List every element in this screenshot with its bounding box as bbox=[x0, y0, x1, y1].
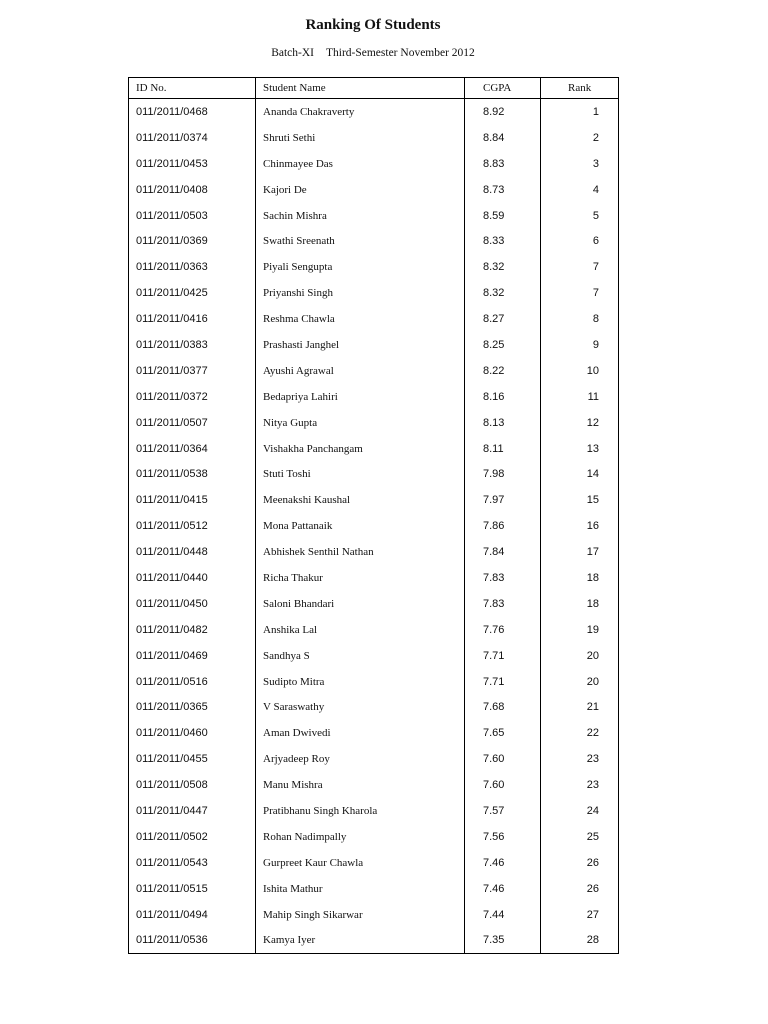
cell-id: 011/2011/0538 bbox=[136, 468, 208, 481]
table-row bbox=[129, 902, 619, 928]
cell-student-name: Sandhya S bbox=[256, 643, 465, 669]
cell-id: 011/2011/0374 bbox=[136, 131, 208, 144]
cell-id: 011/2011/0507 bbox=[136, 416, 208, 429]
table-row bbox=[129, 332, 619, 358]
cell-cgpa: 7.65 bbox=[465, 720, 541, 746]
cell-rank: 3 bbox=[541, 151, 619, 177]
cell-cgpa: 7.57 bbox=[465, 798, 541, 824]
cell-id: 011/2011/0460 bbox=[136, 727, 208, 740]
cell-id: 011/2011/0494 bbox=[136, 908, 208, 921]
cell-student-name: Sachin Mishra bbox=[256, 203, 465, 229]
cell-rank: 10 bbox=[541, 358, 619, 384]
table-row bbox=[129, 203, 619, 229]
cell-cgpa: 8.32 bbox=[465, 254, 541, 280]
table-row bbox=[129, 617, 619, 643]
cell-student-name: Reshma Chawla bbox=[256, 306, 465, 332]
table-row bbox=[129, 772, 619, 798]
table-row bbox=[129, 539, 619, 565]
cell-rank: 9 bbox=[541, 332, 619, 358]
cell-cgpa: 8.32 bbox=[465, 280, 541, 306]
header-rank: Rank bbox=[541, 78, 619, 99]
cell-cgpa: 8.11 bbox=[465, 436, 541, 462]
cell-student-name: Prashasti Janghel bbox=[256, 332, 465, 358]
cell-id: 011/2011/0440 bbox=[136, 571, 208, 584]
cell-cgpa: 8.33 bbox=[465, 228, 541, 254]
table-row bbox=[129, 99, 619, 125]
cell-rank: 15 bbox=[541, 487, 619, 513]
cell-id: 011/2011/0543 bbox=[136, 856, 208, 869]
cell-id: 011/2011/0364 bbox=[136, 442, 208, 455]
cell-id: 011/2011/0503 bbox=[136, 209, 208, 222]
cell-id: 011/2011/0363 bbox=[136, 261, 208, 274]
table-row bbox=[129, 280, 619, 306]
table-row bbox=[129, 824, 619, 850]
cell-rank: 18 bbox=[541, 591, 619, 617]
cell-id: 011/2011/0450 bbox=[136, 597, 208, 610]
cell-cgpa: 7.68 bbox=[465, 694, 541, 720]
cell-student-name: Manu Mishra bbox=[256, 772, 465, 798]
cell-rank: 2 bbox=[541, 125, 619, 151]
cell-student-name: Abhishek Senthil Nathan bbox=[256, 539, 465, 565]
table-row bbox=[129, 669, 619, 695]
cell-rank: 26 bbox=[541, 850, 619, 876]
cell-id: 011/2011/0383 bbox=[136, 338, 208, 351]
cell-rank: 24 bbox=[541, 798, 619, 824]
table-row bbox=[129, 487, 619, 513]
cell-id: 011/2011/0416 bbox=[136, 313, 208, 326]
cell-rank: 7 bbox=[541, 254, 619, 280]
cell-cgpa: 7.71 bbox=[465, 669, 541, 695]
cell-cgpa: 7.46 bbox=[465, 876, 541, 902]
table-row bbox=[129, 410, 619, 436]
cell-cgpa: 8.22 bbox=[465, 358, 541, 384]
table-row bbox=[129, 461, 619, 487]
table-row bbox=[129, 565, 619, 591]
cell-rank: 22 bbox=[541, 720, 619, 746]
cell-id: 011/2011/0369 bbox=[136, 235, 208, 248]
cell-rank: 5 bbox=[541, 203, 619, 229]
cell-cgpa: 7.98 bbox=[465, 461, 541, 487]
cell-rank: 13 bbox=[541, 436, 619, 462]
cell-id: 011/2011/0453 bbox=[136, 157, 208, 170]
cell-id: 011/2011/0515 bbox=[136, 882, 208, 895]
cell-student-name: Piyali Sengupta bbox=[256, 254, 465, 280]
table-row bbox=[129, 798, 619, 824]
cell-id: 011/2011/0372 bbox=[136, 390, 208, 403]
cell-cgpa: 8.59 bbox=[465, 203, 541, 229]
cell-rank: 26 bbox=[541, 876, 619, 902]
cell-cgpa: 7.84 bbox=[465, 539, 541, 565]
cell-id: 011/2011/0516 bbox=[136, 675, 208, 688]
cell-student-name: Priyanshi Singh bbox=[256, 280, 465, 306]
cell-student-name: Richa Thakur bbox=[256, 565, 465, 591]
cell-student-name: Vishakha Panchangam bbox=[256, 436, 465, 462]
table-row bbox=[129, 746, 619, 772]
cell-student-name: Anshika Lal bbox=[256, 617, 465, 643]
cell-rank: 20 bbox=[541, 643, 619, 669]
cell-rank: 16 bbox=[541, 513, 619, 539]
cell-rank: 21 bbox=[541, 694, 619, 720]
cell-cgpa: 7.44 bbox=[465, 902, 541, 928]
table-row bbox=[129, 928, 619, 954]
cell-rank: 18 bbox=[541, 565, 619, 591]
cell-student-name: Mahip Singh Sikarwar bbox=[256, 902, 465, 928]
cell-student-name: Ishita Mathur bbox=[256, 876, 465, 902]
cell-student-name: Nitya Gupta bbox=[256, 410, 465, 436]
ranking-table bbox=[128, 77, 619, 954]
cell-rank: 25 bbox=[541, 824, 619, 850]
cell-id: 011/2011/0425 bbox=[136, 287, 208, 300]
header-cgpa: CGPA bbox=[465, 78, 541, 99]
cell-student-name: Saloni Bhandari bbox=[256, 591, 465, 617]
cell-id: 011/2011/0455 bbox=[136, 753, 208, 766]
header-student-name: Student Name bbox=[256, 78, 465, 99]
cell-cgpa: 7.97 bbox=[465, 487, 541, 513]
cell-rank: 14 bbox=[541, 461, 619, 487]
cell-rank: 27 bbox=[541, 902, 619, 928]
cell-id: 011/2011/0502 bbox=[136, 830, 208, 843]
page-title: Ranking Of Students bbox=[305, 17, 441, 33]
cell-student-name: Chinmayee Das bbox=[256, 151, 465, 177]
cell-cgpa: 8.83 bbox=[465, 151, 541, 177]
cell-rank: 17 bbox=[541, 539, 619, 565]
cell-cgpa: 8.84 bbox=[465, 125, 541, 151]
cell-id: 011/2011/0365 bbox=[136, 701, 208, 714]
batch-label: Batch-XI bbox=[271, 47, 314, 59]
page-subtitle bbox=[0, 47, 746, 59]
table-row bbox=[129, 513, 619, 539]
cell-id: 011/2011/0447 bbox=[136, 804, 208, 817]
table-body bbox=[129, 99, 619, 954]
cell-student-name: Arjyadeep Roy bbox=[256, 746, 465, 772]
cell-rank: 20 bbox=[541, 669, 619, 695]
cell-id: 011/2011/0512 bbox=[136, 520, 208, 533]
cell-cgpa: 7.83 bbox=[465, 565, 541, 591]
cell-rank: 11 bbox=[541, 384, 619, 410]
cell-cgpa: 7.86 bbox=[465, 513, 541, 539]
cell-id: 011/2011/0468 bbox=[136, 105, 208, 118]
cell-student-name: Bedapriya Lahiri bbox=[256, 384, 465, 410]
cell-cgpa: 8.73 bbox=[465, 177, 541, 203]
cell-id: 011/2011/0469 bbox=[136, 649, 208, 662]
cell-student-name: Kamya Iyer bbox=[256, 928, 465, 954]
cell-cgpa: 8.25 bbox=[465, 332, 541, 358]
header-id: ID No. bbox=[129, 78, 256, 99]
cell-student-name: Gurpreet Kaur Chawla bbox=[256, 850, 465, 876]
cell-cgpa: 7.35 bbox=[465, 928, 541, 954]
table-row bbox=[129, 694, 619, 720]
table-row bbox=[129, 177, 619, 203]
cell-cgpa: 8.92 bbox=[465, 99, 541, 125]
cell-id: 011/2011/0482 bbox=[136, 623, 208, 636]
table-row bbox=[129, 591, 619, 617]
table-row bbox=[129, 125, 619, 151]
table-row bbox=[129, 254, 619, 280]
table-row bbox=[129, 151, 619, 177]
table-row bbox=[129, 358, 619, 384]
cell-student-name: Rohan Nadimpally bbox=[256, 824, 465, 850]
cell-rank: 19 bbox=[541, 617, 619, 643]
cell-cgpa: 8.16 bbox=[465, 384, 541, 410]
cell-rank: 4 bbox=[541, 177, 619, 203]
cell-student-name: Meenakshi Kaushal bbox=[256, 487, 465, 513]
table-row bbox=[129, 643, 619, 669]
table-row bbox=[129, 876, 619, 902]
cell-student-name: Kajori De bbox=[256, 177, 465, 203]
table-row bbox=[129, 306, 619, 332]
cell-student-name: Stuti Toshi bbox=[256, 461, 465, 487]
cell-cgpa: 7.46 bbox=[465, 850, 541, 876]
table-row bbox=[129, 720, 619, 746]
cell-student-name: Shruti Sethi bbox=[256, 125, 465, 151]
table-row bbox=[129, 228, 619, 254]
cell-student-name: Ayushi Agrawal bbox=[256, 358, 465, 384]
cell-cgpa: 7.71 bbox=[465, 643, 541, 669]
semester-label: Third-Semester November 2012 bbox=[325, 47, 475, 59]
cell-id: 011/2011/0408 bbox=[136, 183, 208, 196]
table-row bbox=[129, 850, 619, 876]
cell-cgpa: 8.13 bbox=[465, 410, 541, 436]
cell-rank: 23 bbox=[541, 772, 619, 798]
cell-id: 011/2011/0508 bbox=[136, 779, 208, 792]
cell-rank: 6 bbox=[541, 228, 619, 254]
cell-student-name: Pratibhanu Singh Kharola bbox=[256, 798, 465, 824]
cell-student-name: V Saraswathy bbox=[256, 694, 465, 720]
cell-student-name: Ananda Chakraverty bbox=[256, 99, 465, 125]
table-row bbox=[129, 436, 619, 462]
cell-student-name: Aman Dwivedi bbox=[256, 720, 465, 746]
table-row bbox=[129, 384, 619, 410]
cell-rank: 7 bbox=[541, 280, 619, 306]
cell-id: 011/2011/0536 bbox=[136, 934, 208, 947]
cell-rank: 12 bbox=[541, 410, 619, 436]
cell-cgpa: 7.60 bbox=[465, 772, 541, 798]
cell-id: 011/2011/0415 bbox=[136, 494, 208, 507]
cell-cgpa: 8.27 bbox=[465, 306, 541, 332]
cell-cgpa: 7.56 bbox=[465, 824, 541, 850]
cell-cgpa: 7.76 bbox=[465, 617, 541, 643]
cell-rank: 1 bbox=[541, 99, 619, 125]
cell-rank: 23 bbox=[541, 746, 619, 772]
cell-id: 011/2011/0377 bbox=[136, 364, 208, 377]
table-header-row bbox=[129, 78, 619, 99]
cell-rank: 28 bbox=[541, 928, 619, 954]
cell-student-name: Swathi Sreenath bbox=[256, 228, 465, 254]
cell-cgpa: 7.60 bbox=[465, 746, 541, 772]
cell-id: 011/2011/0448 bbox=[136, 546, 208, 559]
cell-student-name: Sudipto Mitra bbox=[256, 669, 465, 695]
cell-cgpa: 7.83 bbox=[465, 591, 541, 617]
cell-rank: 8 bbox=[541, 306, 619, 332]
cell-student-name: Mona Pattanaik bbox=[256, 513, 465, 539]
